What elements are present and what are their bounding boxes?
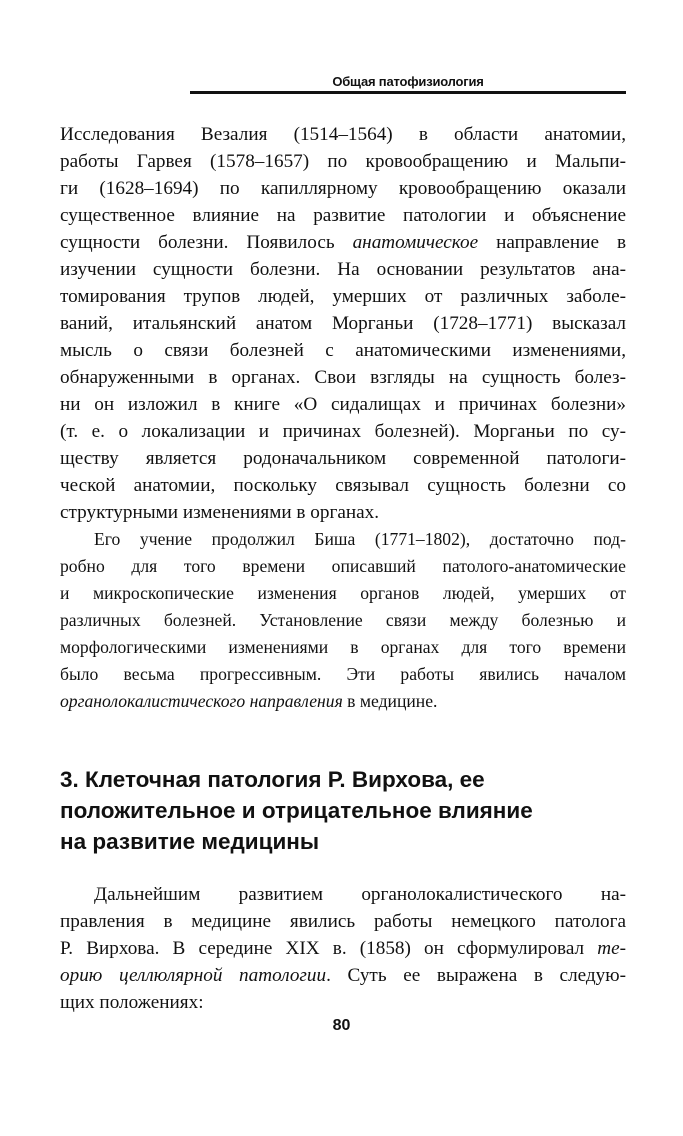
text-line: существенное влияние на развитие патологии и объяснение — [60, 205, 626, 226]
emphasis-term: орию целлюлярной патологии — [60, 965, 327, 986]
text-line: Исследования Везалия (1514–1564) в области анатомии, — [60, 124, 626, 145]
text-line: работы Гарвея (1578–1657) по кровообращению и Мальпи- — [60, 151, 626, 172]
text-line: изучении сущности болезни. На основании результатов ана- — [60, 259, 626, 280]
text-run: Р. Вирхова. В середине XIX в. (1858) он сформулировал — [60, 938, 585, 959]
text-line: Его учение продолжил Биша (1771–1802), достаточно под- — [94, 529, 626, 549]
text-line: томирования трупов людей, умерших от различных заболе- — [60, 286, 626, 307]
text-line: морфологическими изменениями в органах для того времени — [60, 637, 626, 657]
text-line: ги (1628–1694) по капиллярному кровообращению оказали — [60, 178, 626, 199]
emphasis-term: те- — [597, 938, 626, 959]
text-line — [60, 688, 626, 715]
text-line: ваний, итальянский анатом Морганьи (1728–1771) высказал — [60, 313, 626, 334]
text-run: сущности болезни. Появилось — [60, 232, 335, 253]
text-line: и микроскопические изменения органов людей, умерших от — [60, 583, 626, 603]
text-line — [60, 935, 626, 962]
section-title: 3. Клеточная патология Р. Вирхова, ее — [60, 767, 485, 792]
emphasis-term: органолокалистического направления — [60, 691, 343, 711]
text-line: щих положениях: — [60, 992, 204, 1013]
section-title: положительное и отрицательное влияние — [60, 798, 533, 823]
emphasis-term: анатомическое — [352, 232, 479, 253]
text-line: было весьма прогрессивным. Эти работы явились началом — [60, 664, 626, 684]
text-run: в медицине. — [347, 691, 438, 711]
section-title: на развитие медицины — [60, 829, 320, 854]
text-run: направление в — [496, 232, 626, 253]
text-line: Дальнейшим развитием органолокалистического на- — [94, 884, 626, 905]
running-head: Общая патофизиология — [332, 74, 484, 89]
text-line — [60, 229, 626, 256]
text-line — [60, 962, 626, 989]
text-line: обнаруженными в органах. Свои взгляды на сущность болез- — [60, 367, 626, 388]
text-line: структурными изменениями в органах. — [60, 502, 380, 523]
text-line: различных болезней. Установление связи между болезнью и — [60, 610, 626, 630]
text-line: ществу является родоначальником современной патологи- — [60, 448, 626, 469]
page-number: 80 — [332, 1017, 351, 1034]
text-run: . Суть ее выражена в следую- — [326, 965, 626, 986]
text-line: ческой анатомии, поскольку связывал сущность болезни со — [60, 475, 626, 496]
header-rule — [190, 91, 626, 94]
text-line: ни он изложил в книге «О сидалищах и причинах болезни» — [60, 394, 626, 415]
text-line: робно для того времени описавший патолого-анатомические — [60, 556, 626, 576]
text-line: правления в медицине явились работы немецкого патолога — [60, 911, 626, 932]
text-line: (т. е. о локализации и причинах болезней). Морганьи по су- — [60, 421, 626, 442]
text-line: мысль о связи болезней с анатомическими изменениями, — [60, 340, 626, 361]
